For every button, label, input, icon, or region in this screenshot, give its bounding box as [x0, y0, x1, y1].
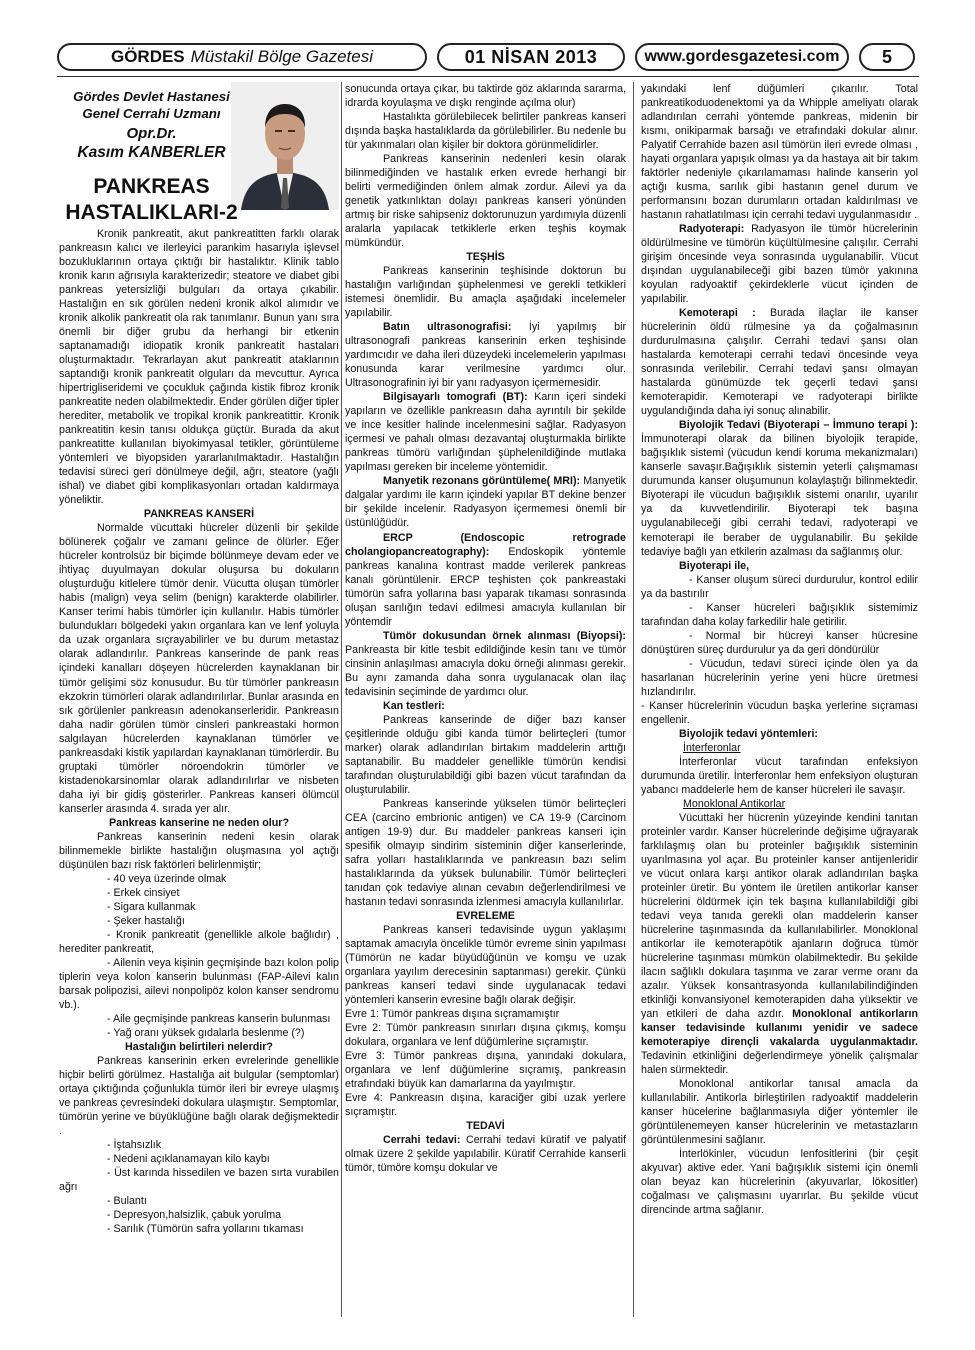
section-heading: PANKREAS KANSERİ — [143, 508, 255, 521]
column-3 — [641, 82, 918, 1217]
list-item: Evre 2: Tümör pankreasın sınırları dışına çıkmış, komşu dokulara, organlara ve lenf düğümlerine sıçramıştır. — [345, 1022, 626, 1049]
term-label: Manyetik rezonans görüntüleme( MRI): — [383, 475, 581, 488]
paragraph — [345, 1133, 626, 1175]
list-item: - Erkek cinsiyet — [107, 886, 180, 899]
term-label: ERCP (Endoscopic retrograde cholangiopancreatography): — [345, 531, 626, 558]
paragraph — [345, 390, 626, 474]
paragraph: Pankreas kanserinde de diğer bazı kanser çeşitlerinde olduğu gibi kanda tümör belirteçleri (tumor marker) olarak adlandırılan birtakım maddelerin arttığı saptanabilir. Bu maddeler genellikle tümörün kendisi tarafından oluşturulabildiği gibi bazen vücut tarafından da oluşturulabilir. — [345, 713, 626, 796]
section-heading: Hastalığın belirtileri nelerdir? — [125, 1040, 273, 1053]
paragraph-text: Tedavinin etkinliğini değerlendirmeye yönelik çalışmalar halen sürmektedir. — [641, 1050, 918, 1077]
paragraph: sonucunda ortaya çıkar, bu taktirde göz aklarında sararma, idrarda koyulaşma ve dışkı renginde açılma olur) — [345, 83, 626, 110]
subsection-heading: Monoklonal Antikorlar — [683, 797, 786, 810]
paragraph: Pankreas kanserinin erken evrelerinde genellikle hiçbir belirti görülmez. Hastalığa ait bulgular (semptomlar) ortaya çıktığında çoğunlukla tümör ileri bir evreye ulaşmış ve pankreas çevresindeki dokulara ulaşmıştır. Semptomlar, tümörün yerine ve büyüklüğüne bağlı olarak değişmektedir . — [59, 1054, 339, 1137]
term-text: Cerrahi tedavi küratif ve palyatif olmak üzere 2 şekilde yapılabilir. Küratif Cerrahide kanserli tümör, tümöre komşu dokular ve — [345, 1134, 626, 1175]
list-item: - 40 veya üzerinde olmak — [107, 872, 227, 885]
section-heading: Pankreas kanserine ne neden olur? — [109, 816, 289, 829]
article-title — [59, 174, 244, 227]
term-text: Manyetik dalgalar yardımı ile karın içindeki yapılar BT dekine benzer bir şekilde incelenir. Radyasyon içermemesi önemli bir üstünlüğüdür. — [345, 475, 626, 530]
emphasis-text: Monoklonal antikorların kanser tedavisinde kullanımı yenidir ve sadece kemoterapiye dirençli vakalarda uygulanmaktadır. — [641, 1008, 918, 1049]
author-name: Kasım KANBERLER — [77, 144, 226, 162]
list-item: - Yağ oranı yüksek gıdalarla beslenme (?) — [107, 1026, 305, 1039]
paragraph — [641, 811, 918, 1077]
list-item: Evre 1: Tümör pankreas dışına sıçramamıştır — [345, 1008, 560, 1021]
paragraph: Hastalıkta görülebilecek belirtiler pankreas kanseri dışında başka hastalıklarda da görülebilirler. Bu nedenle bu tür yakınmaları olan kişiler bir doktora görünmelidirler. — [345, 111, 626, 152]
list-item: - Kanser hücreleri bağışıklık sistemimiz tarafından daha kolay farkedilir hale getirilir. — [641, 601, 918, 628]
paragraph — [345, 474, 626, 530]
title-line-1: PANKREAS — [93, 175, 210, 198]
column-2 — [345, 82, 626, 1175]
subsection-heading: İnterferonlar — [683, 741, 741, 754]
author-role: Genel Cerrahi Uzmanı — [82, 106, 221, 122]
term-text: Endoskopik yöntemle pankreas kanalına kontrast madde verilerek pankreas kanalı görüntülenir. ERCP teşhisten çok pankreastaki tümörün safra yollarına bası yaparak tıkaması sonrasında oluşan sarılığın tedavi edilmesi amacıyla kullanılan bir yöntemdir — [345, 545, 626, 628]
paper-name-box — [57, 43, 427, 71]
paragraph: Pankreas kanseri tedavisinde uygun yaklaşımı saptamak amacıyla öncelikle tümör evreme sinin yapılması (Tümörün ne kadar büyüdüğünün ve komşu ve uzak organlara yayılım derecesinin saptanması) gerekir. Çünkü pankreas kanseri tedavi sinde uygulanacak tedavi yöntemleri kanserin evresine bağlı olarak değişir. — [345, 923, 626, 1007]
title-line-2: HASTALIKLARI-2 — [65, 201, 238, 225]
section-heading: Biyoterapi ile, — [679, 559, 750, 572]
paragraph: İnterlökinler, vücudun lenfositlerini (bir çeşit akyuvar) aktive eder. Yani bağışıklık sistemi için önemli olan beyaz kan hücrelerinin (akyuvarlar, lökositler) coğalması ve çalışmasını uyarırlar. Bu şekilde vücut direncinde artma sağlanır. — [641, 1148, 918, 1217]
paper-subtitle: Müstakil Bölge Gazetesi — [190, 47, 374, 66]
list-item: - Sigara kullanmak — [107, 900, 196, 913]
author-hospital: Gördes Devlet Hastanesi — [73, 89, 230, 104]
section-heading: EVRELEME — [456, 909, 515, 922]
paragraph: Pankreas kanserinin nedeni kesin olarak bilinmemekle birlikte hastalığın oluşmasına yol açtığı düşünülen bazı risk faktörleri belirlenmiştir; — [59, 830, 339, 871]
term-label: Kemoterapi : — [679, 307, 756, 320]
term-text: İyi yapılmış bir ultrasonografi pankreas kanserinin erken teşhisinde yardımcıdır ve daha ileri düzeydeki incelemelerin yapılması konusunda karar verilmesine yardımcı olur. Ultrasonografinin iyi bir yanı radyasyon içermemesidir. — [345, 321, 627, 390]
paragraph: Monoklonal antikorlar tanısal amacla da kullanılabilir. Antikorla birleştirilen radyoaktif maddelerin kanser hücelerine bağlanmasıyla diğer yöntemler ile görüntülenemeyen kanser hücrelerinin ve metastazların görüntülenmesini sağlanır. — [641, 1078, 918, 1147]
section-heading: Kan testleri: — [383, 699, 445, 712]
column-1 — [59, 82, 339, 1236]
list-item: - Kanser oluşum süreci durdurulur, kontrol edilir ya da bastırılır — [641, 573, 918, 600]
paragraph — [345, 320, 626, 390]
author-block — [59, 88, 244, 163]
list-item: - Üst karında hissedilen ve bazen sırta vurabilen ağrı — [59, 1167, 339, 1194]
paragraph: Kronik pankreatit, akut pankreatitten farklı olarak pankreasın kalıcı ve ilerleyici parankim hasarıyla işlevsel bozukluklarının ortaya çıktığı bir hastalıktır. Klinik tablo kronik karın ağrısıyla karakterizedir; steatore ve diabet gibi pankreas yetersizliği bulguları da ortaya çıkabilir. Hastalığın en sık görülen nedeni kronik alkol alımıdır ve kronik alkolik pankreatit ola rak tanımlanır. Bunun yanı sıra önemli bir diğer grubu da herhangi bir etkenin saptanamadığı idiopatik kronik pankreatit hastaları oluşturmaktadır. Tekrarlayan akut pankreatit ataklarının saptandığı kronik pankreatit olguları da mevcuttur. Ayrıca hipertrigliseridemi ve çocukluk çağında kistik fibroz kronik pankreatite neden olabilmektedir. Ender görülen diğer tipler herediter, metabolik ve tropikal kronik pankreatittir. Kronik pankreatitin kesin tanısı oldukça güçtür. Burada da akut pankreatitte kullanılan biyokimyasal tetikler, görüntüleme yöntemleri ve biyopsiden yararlanılmaktadır. Hastalığın tedavisi süreci geri dönülmeye değil, ağrı, steatore (yağlı ishal) ve diabet gibi komplikasyonları ortadan kaldırmaya yöneliktir. — [59, 228, 339, 507]
section-heading: TEŞHİS — [466, 251, 505, 264]
list-item: - Depresyon,halsizlik, çabuk yorulma — [107, 1209, 282, 1222]
list-item: - Bulantı — [107, 1195, 147, 1208]
list-item: - Aile geçmişinde pankreas kanserin bulunması — [107, 1012, 331, 1025]
term-label: Batın ultrasonografisi: — [383, 321, 512, 334]
term-text: Burada ilaçlar ile kanser hücrelerinin öldü rülmesine ya da çoğalmasının durdurulmasına çalışılır. Cerrahi tedavi şansı olan hastalarda kemoterapi cerrahi tedavi öncesinde veya sonrasında verilebilir. Cerrahi tedavi şansı olmayan hastalarda günümüzde tek geçerli tedavi şansı kemoterapidir. Kemoterapi ve radyoterapi birlikte uygulandığında daha iyi sonuç alınabilir. — [641, 307, 918, 418]
term-label: Biyolojik Tedavi (Biyoterapi – İmmuno terapi ): — [679, 419, 918, 432]
paragraph-text: Vücuttaki her hücrenin yüzeyinde kendini tanıtan proteinler vardır. Kanser hücrelerinde değişime uğrayarak farklılaşmış olan bu proteinler bağışıklık sisteminin uyarılmasına yol açar. Bu proteinler kanser antijenleridir ve vücut onlara karşı antikor olarak adlandırılan başka proteinler üretir. Bu yöntem ile üretilen antikorlar kanser hücrelerini öldürmek için tek başına kullanılabildiği gibi tedavi veya tanıda gerekli olan maddelerin kanser hücrelerine taşınmasında da kullanılabilirler. Monoklonal antikorlar ile kemoterapötik ajanların doğruca tümör hücrelerine taşınması mümkün olabilmektedir. Bu şekilde ilacın sağlıklı dokulara taşınma ve zarar verme oranı da azalır. Yüksek konsantrasyonda kullanılabilindiğinden etkinliği konvansiyonel kemoterapiden daha yüksektir ve yan etkileri de daha azdır. — [641, 811, 918, 1021]
author-title: Opr.Dr. — [126, 125, 177, 143]
term-label: Bilgisayarlı tomografi (BT): — [383, 391, 528, 404]
portrait-image — [231, 82, 339, 210]
term-label: Tümör dokusundan örnek alınması (Biyopsi): — [383, 629, 626, 642]
list-item: - Kanser hücrelerinin vücudun başka yerlerine sıçraması engellenir. — [641, 699, 918, 726]
list-item: - Nedeni açıklanamayan kilo kaybı — [107, 1153, 270, 1166]
list-item: Evre 4: Pankreasın dışına, karaciğer gibi uzak yerlere sıçramıştır. — [345, 1092, 626, 1119]
masthead — [57, 43, 915, 75]
list-item: Evre 3: Tümör pankreas dışına, yanındaki dokulara, organlara ve lenf düğümlerine sıçramış, pankreasın etrafındaki büyük kan damarlarına da yayılmıştır. — [345, 1050, 626, 1091]
paper-name: GÖRDES — [110, 47, 185, 66]
paragraph — [641, 222, 918, 306]
author-photo — [231, 82, 339, 210]
list-item: - Normal bir hücreyi kanser hücresine dönüştüren süreç durdurulur ya da geri döndürülür — [641, 629, 918, 656]
list-item: - Şeker hastalığı — [107, 914, 185, 927]
term-label: Cerrahi tedavi: — [383, 1134, 461, 1147]
term-label: Radyoterapi: — [679, 223, 745, 236]
page-number: 5 — [859, 43, 915, 71]
term-text: Karın içeri sindeki yapıların ve özellikle pankreasın daha ayrıntılı bir şekilde ve ince kesitler halinde incelenmesini sağlar. Radyasyon içermesi ve pahalı olması dezavantaj oluşturmakla birlikte pankreas tümörü varlığından şüphelenildiğinde mutlaka yapılması gereken bir inceleme yöntemidir. — [345, 391, 626, 474]
paragraph — [345, 629, 626, 699]
paragraph: Pankreas kanserinde yükselen tümör belirteçleri CEA (carcino embrionic antigen) ve CA 19-9 (Carcinom antigen 19-9) dur. Bu maddeler pankreas kanseri için spesifik olmayıp sindirim sisteminin diğer kanserlerinde, safra yolları hastalıklarında ve pankreasın bazı selim hastalıklarında da yüksek bulunabilir. Tümör belirteçleri tanıdan çok tedaviye alınan cevabın değerlendirilmesi ve hastanın tedavi sonrasında izlenmesi amacıyla kullanılırlar. — [345, 797, 626, 908]
term-text: Pankreasta bir kitle tesbit edildiğinde kesin tanı ve tümör cinsinin anlaşılması amacıyla doku örneği alınması gerekir. Bu aynı zamanda daha sonra uygulanacak olan ilaç tedavisinin seçiminde de yardımcı olur. — [345, 643, 626, 698]
list-item: - İştahsızlık — [107, 1139, 162, 1152]
term-text: İmmunoterapi olarak da bilinen biyolojik terapide, bağışıklık sistemi (vücudun kendi koruma mekanizmaları) kanserle savaşır.Bağışıklık sistemin yeterli çalışmaması durumunda kanser oluşumunun kolaylaştığı bilinmektedir. Biyoterapi ile vücudun bağışıklık sistemi onarılır, uyarılır ya da kuvvetlendirilir. Biyoterapi tek başına uygulanabileceği gibi cerrahi tedavi, radyoterapi ve kemoterapi ile beraber de uygulanabilir. Bu şekilde tedaviye bağlı yan etkilerin azalması da sağlanmış olur. — [641, 433, 918, 558]
paragraph — [641, 306, 918, 418]
paragraph: İnterferonlar vücut tarafından enfeksiyon durumunda üretilir. İnterferonlar hem enfeksiyon oluşturan yabancı maddelerle hem de kanser hücreleri ile savaşır. — [641, 755, 918, 796]
list-item: - Kronik pankreatit (genellikle alkole bağlıdır) , herediter pankreatit, — [59, 928, 339, 955]
list-item: - Vücudun, tedavi süreci içinde ölen ya da hasarlanan hücrelerinin yerine yeni hücre üretmesi hızlandırılır. — [641, 657, 918, 698]
paragraph: Pankreas kanserinin teşhisinde doktorun bu hastalığın varlığından şüphelenmesi ve gerekli tetkikleri istemesi önemlidir. Bu amaçla aşağıdaki incelemeler yapılabilir. — [345, 265, 626, 320]
issue-date: 01 NİSAN 2013 — [437, 43, 625, 71]
paragraph: yakındaki lenf düğümleri çıkarılır. Total pankreatikoduodenektomi ya da Whipple ameliyatı olarak adlandırılan cerrahi yöntemde pankreas, midenin bir kısmı, onikiparmak barsağı ve etrafındaki dokular alınır. Palyatif Cerrahide bazen asıl tümörün ileri evrede olması , hayati organlara yapışık olması ya da hastaya ait bir takım faktörler nedeniyle çıkarılamaması halinde kanserin yol açtığı kusma, sarılık gibi hastanın genel durum ve performansını bozan durumların ortadan kaldırılması ve hastanın rahatlatılması için cerrahi tedavi uygulanmasıdır . — [641, 83, 918, 222]
paragraph: Pankreas kanserinin nedenleri kesin olarak bilinmediğinden ve hastalık erken evrede herhangi bir belirti vermediğinden önlem almak zordur. Ailevi ya da genetik yatkınlıktan dolayı pankreas kanseri yönünden artmış bir riske sahipseniz doktorunuzun yardımıyla düzenli aralarla yapılacak tetkiklerle erken teşhis koymak mümkündür. — [345, 153, 626, 250]
section-heading: TEDAVİ — [466, 1120, 505, 1133]
column-divider — [633, 82, 634, 1317]
list-item: - Sarılık (Tümörün safra yollarını tıkaması — [107, 1223, 304, 1236]
header-rule — [57, 76, 919, 77]
website-link[interactable]: www.gordesgazetesi.com — [635, 43, 849, 71]
paragraph — [345, 531, 626, 629]
list-item: - Ailenin veya kişinin geçmişinde bazı kolon polip tiplerin veya kolon kanserin bulunması (FAP-Ailevi kalın barsak polipozisi, ailevi nonpolipöz kolon kanser sendromu vb.). — [59, 956, 339, 1011]
column-divider — [341, 82, 342, 1317]
paragraph: Normalde vücuttaki hücreler düzenli bir şekilde bölünerek çoğalır ve zamanı gelince de ölürler. Eğer hücreler kontrolsüz bir biçimde bölünmeye devam eder ve ihtiyaç duyulmayan dokular oluşursa bu dokuların oluşturduğu kitlelere tümör denir. Vücutta oluşan tümörler habis (malign) veya selim (benign) karakterde olabilirler. Kanser terimi habis tümörler için kullanılır. Habis tümörler bulundukları bölgedeki yakın organlara kan ve lenf yoluyla da uzak organlara sıçrayabilirler ve bu durum metastaz olarak adlandırılır. Pankreas kanserinde de pank reas içindeki kanalları döşeyen hücrelerden kaynaklanan bir tümör gelişimi söz konusudur. Bu tür tümörler pankreasın ekzokrin tümörleri olarak adlandırılırlar. Bunlar arasında en sık görülenler pankreasın adenokanserleridir. Pankreasın daha nadir görülen tümör cinsleri pankreastaki hormon salgılayan hücrelerden kaynaklanan tümörler ve pankreasdaki kistik yapılardan kaynaklanan tümörlerdir. Bu gruptaki tümörler nöroendokrin tümörler ve kistadenokarsinomlar olarak adlandırılırlar ve nisbeten daha iyi bir gidiş gösterirler. Pankreas kanseri ölümcül kanserler arasında 4. sırada yer alır. — [59, 522, 339, 815]
term-text: Radyasyon ile tümör hücrelerinin öldürülmesine ve tümörün küçültülmesine çalışılır. Cerrahi girişim öncesinde veya sonrasında uygulanabilir. Vücut dışından uygulanabileceği gibi bazen tümör yakınına koyulan radyoaktif çekirdeklerle vücut içinden de yapılabilir. — [641, 223, 918, 306]
section-heading: Biyolojik tedavi yöntemleri: — [679, 727, 818, 740]
article-header — [59, 82, 339, 295]
paragraph — [641, 418, 918, 558]
